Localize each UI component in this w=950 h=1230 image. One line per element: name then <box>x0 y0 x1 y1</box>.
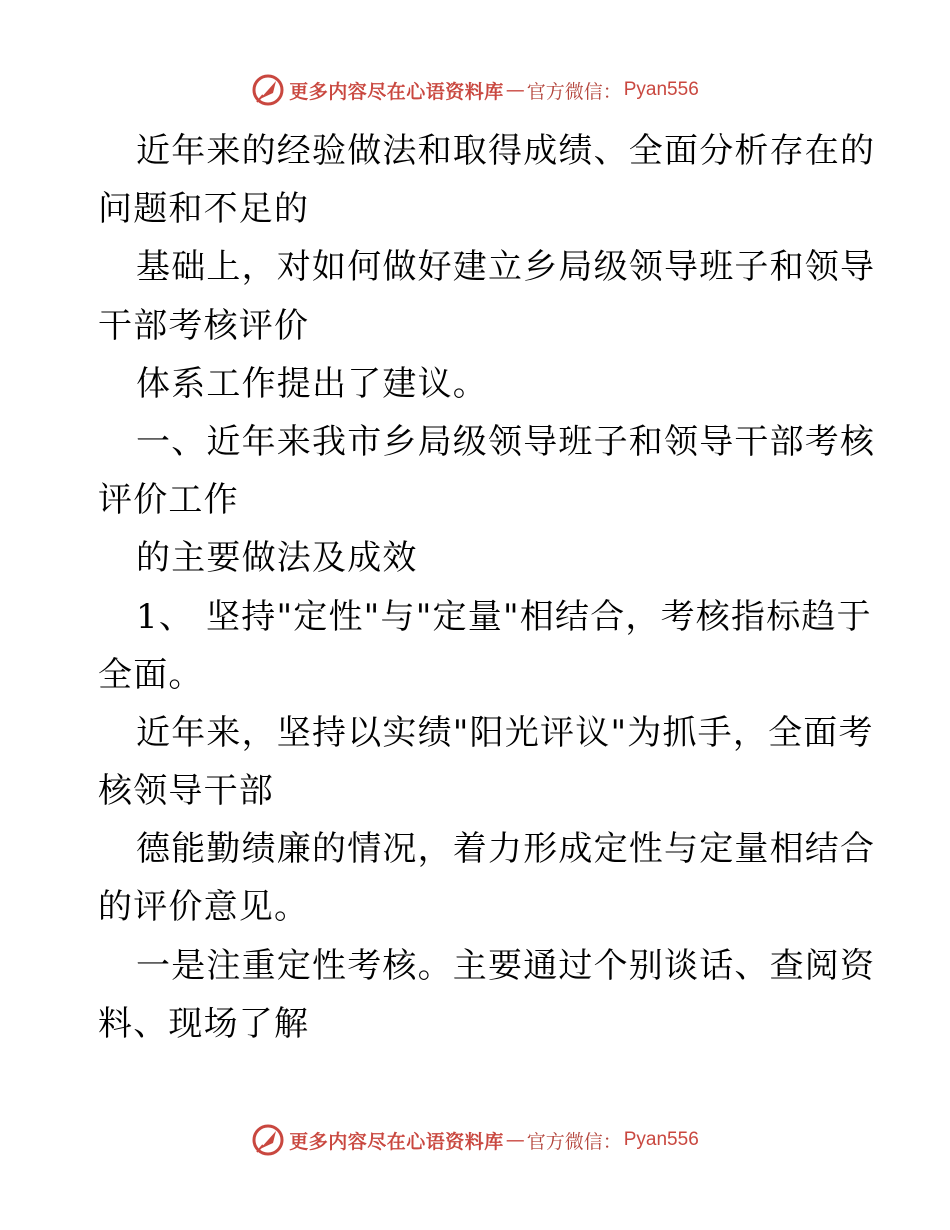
subsection-heading: 1、 坚持"定性"与"定量"相结合，考核指标趋于 <box>136 596 872 637</box>
watermark-wechat-id: Pyan556 <box>623 1129 699 1150</box>
watermark-text: 更多内容尽在心语资料库 <box>289 1130 504 1153</box>
text-line: 近年来的经验做法和取得成绩、全面分析存在的 <box>136 131 876 171</box>
text-line: 一是注重定性考核。主要通过个别谈话、查阅资 <box>136 945 876 986</box>
text-line: 料、现场了解 <box>98 1003 310 1044</box>
watermark-text: 更多内容尽在心语资料库 <box>289 80 504 103</box>
text-line: 全面。 <box>98 654 204 695</box>
text-line: 基础上，对如何做好建立乡局级领导班子和领导 <box>136 247 876 288</box>
text-line: 问题和不足的 <box>98 189 310 230</box>
text-line: 近年来，坚持以实绩"阳光评议"为抓手，全面考 <box>136 712 874 753</box>
text-line: 体系工作提出了建议。 <box>136 363 488 404</box>
text-line: 的评价意见。 <box>98 887 310 928</box>
watermark-separator: — <box>505 79 525 101</box>
text-line: 评价工作 <box>98 480 239 521</box>
quill-logo-icon <box>251 73 285 107</box>
document-body <box>98 122 876 1053</box>
text-line: 的主要做法及成效 <box>136 538 418 579</box>
footer-watermark <box>0 1120 950 1160</box>
section-heading: 一、近年来我市乡局级领导班子和领导干部考核 <box>136 421 876 462</box>
watermark-wechat-label: 官方微信： <box>526 80 622 103</box>
quill-logo-icon <box>251 1123 285 1157</box>
header-watermark <box>0 70 950 110</box>
watermark-wechat-label: 官方微信： <box>526 1130 622 1153</box>
watermark-wechat-id: Pyan556 <box>623 79 699 100</box>
text-line: 德能勤绩廉的情况，着力形成定性与定量相结合 <box>136 829 876 870</box>
text-line: 核领导干部 <box>98 771 274 812</box>
text-line: 干部考核评价 <box>98 305 310 346</box>
watermark-separator: — <box>505 1129 525 1151</box>
